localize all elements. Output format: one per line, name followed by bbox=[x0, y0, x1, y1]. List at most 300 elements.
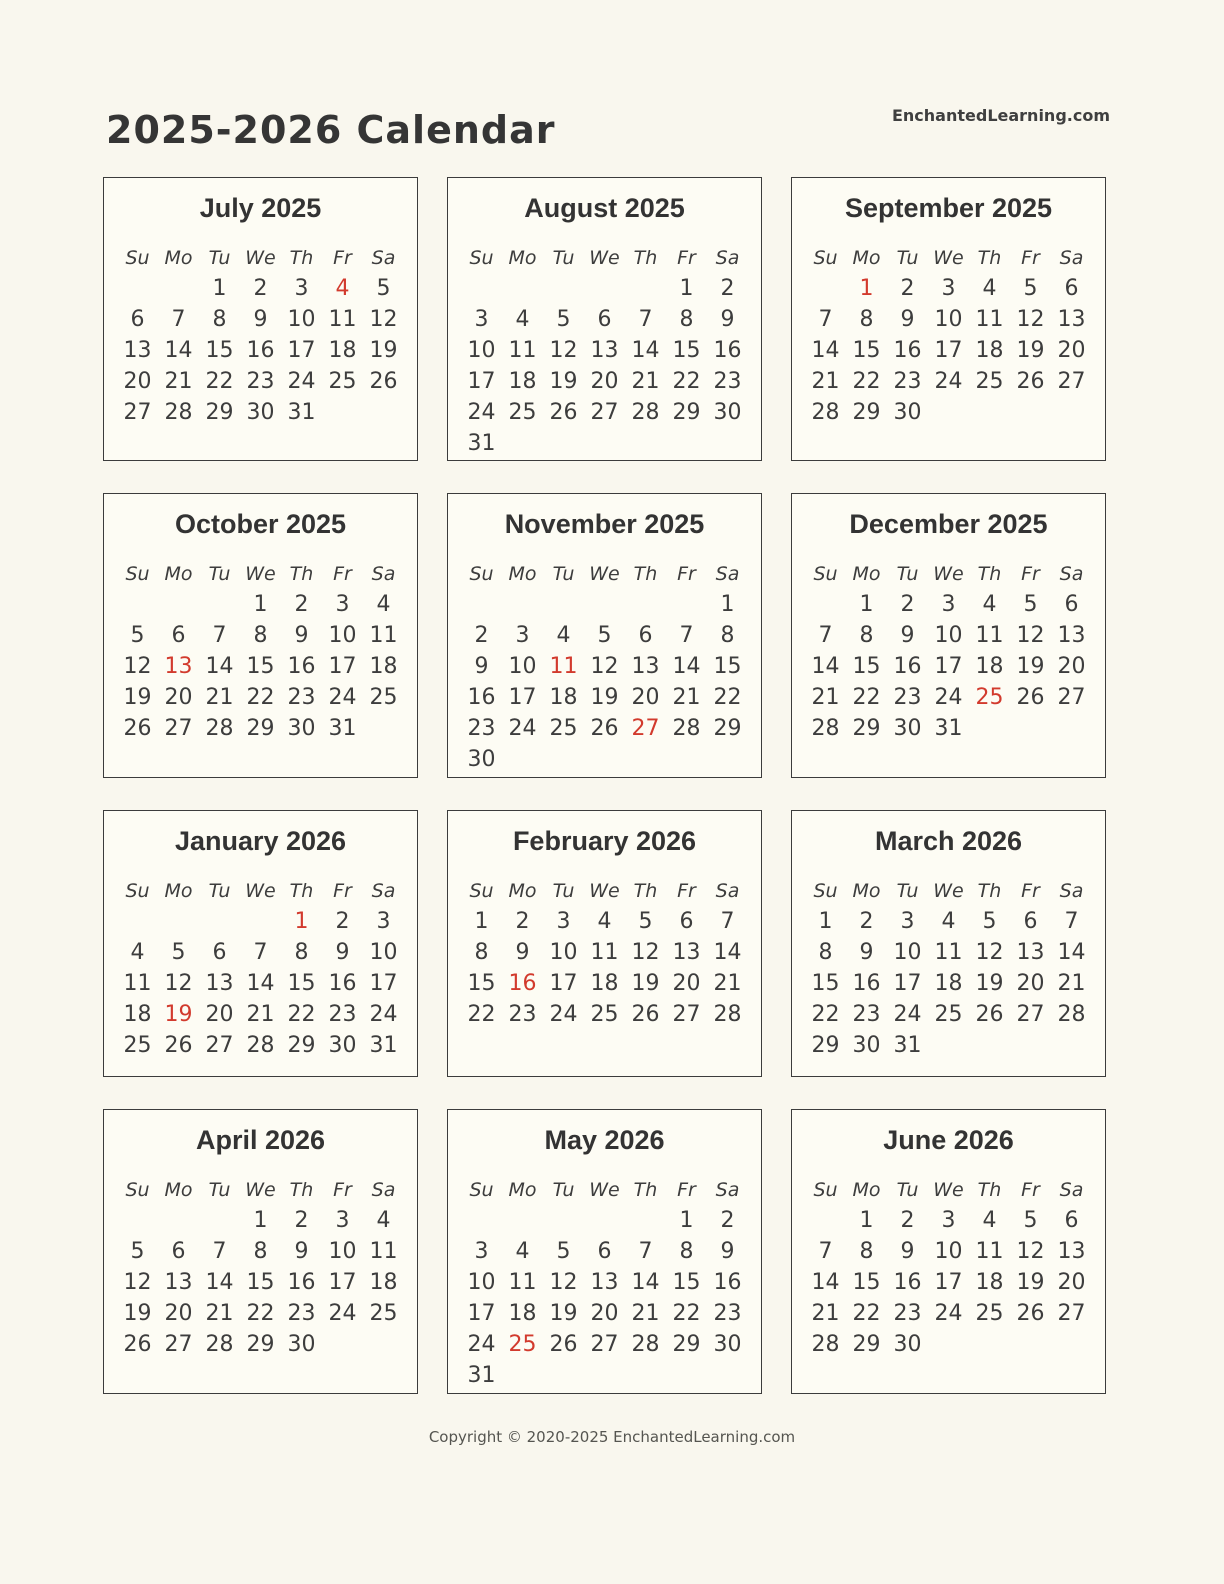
date-cell: 20 bbox=[631, 685, 660, 710]
date-cell: 22 bbox=[205, 369, 234, 394]
date-cell: 3 bbox=[474, 1239, 489, 1264]
date-cell: 27 bbox=[672, 1002, 701, 1027]
date-cell: 15 bbox=[852, 654, 881, 679]
date-cell: 22 bbox=[852, 685, 881, 710]
weekday-label: Mo bbox=[508, 247, 537, 269]
weekday-label: Th bbox=[977, 247, 1002, 269]
weekday-label: Mo bbox=[508, 1179, 537, 1201]
date-cell: 30 bbox=[713, 400, 742, 425]
date-cell: 29 bbox=[713, 716, 742, 741]
date-cell: 23 bbox=[508, 1002, 537, 1027]
date-cell: 10 bbox=[287, 307, 316, 332]
date-cell: 23 bbox=[287, 685, 316, 710]
date-cell: 14 bbox=[672, 654, 701, 679]
date-cell: 21 bbox=[246, 1002, 275, 1027]
date-cell: 27 bbox=[164, 716, 193, 741]
date-cell: 10 bbox=[934, 1239, 963, 1264]
date-cell: 4 bbox=[556, 623, 571, 648]
month-title: September 2025 bbox=[844, 193, 1053, 223]
date-cell: 11 bbox=[508, 1270, 537, 1295]
empty-cell bbox=[117, 1205, 158, 1236]
date-cell: 21 bbox=[1057, 971, 1086, 996]
date-cell: 18 bbox=[975, 654, 1004, 679]
date-cell: 16 bbox=[287, 1270, 316, 1295]
date-cell: 22 bbox=[246, 1301, 275, 1326]
empty-cell bbox=[240, 906, 281, 937]
month-dates bbox=[448, 1205, 761, 1391]
date-cell: 25 bbox=[975, 369, 1004, 394]
date-cell: 8 bbox=[294, 940, 309, 965]
date-cell: 8 bbox=[859, 623, 874, 648]
weekday-label: Mo bbox=[852, 1179, 881, 1201]
date-cell: 1 bbox=[818, 909, 833, 934]
date-cell: 6 bbox=[1064, 592, 1079, 617]
weekday-label: Fr bbox=[333, 563, 352, 585]
empty-cell bbox=[584, 589, 625, 620]
empty-cell bbox=[805, 273, 846, 304]
weekday-label: Mo bbox=[164, 563, 193, 585]
weekday-label: Th bbox=[633, 1179, 658, 1201]
date-cell: 20 bbox=[1016, 971, 1045, 996]
date-cell: 17 bbox=[369, 971, 398, 996]
date-cell: 9 bbox=[720, 307, 735, 332]
date-cell: 11 bbox=[590, 940, 619, 965]
empty-cell bbox=[666, 589, 707, 620]
date-cell: 28 bbox=[811, 716, 840, 741]
date-cell: 4 bbox=[941, 909, 956, 934]
date-cell: 28 bbox=[205, 1332, 234, 1357]
date-cell: 16 bbox=[893, 654, 922, 679]
month-title: May 2026 bbox=[544, 1125, 665, 1155]
month-title: March 2026 bbox=[874, 826, 1023, 856]
weekday-label: Su bbox=[813, 1179, 838, 1201]
month-card bbox=[103, 493, 418, 778]
date-cell: 26 bbox=[123, 1332, 152, 1357]
empty-cell bbox=[158, 273, 199, 304]
site-name: EnchantedLearning.com bbox=[891, 106, 1110, 125]
date-cell: 1 bbox=[859, 592, 874, 617]
date-cell: 28 bbox=[205, 716, 234, 741]
date-cell: 8 bbox=[859, 307, 874, 332]
weekday-label: Sa bbox=[371, 880, 396, 902]
date-cell: 16 bbox=[893, 1270, 922, 1295]
date-cell: 19 bbox=[369, 338, 398, 363]
date-cell: 26 bbox=[1016, 369, 1045, 394]
date-cell: 5 bbox=[556, 307, 571, 332]
weekday-label: Tu bbox=[896, 880, 919, 902]
empty-cell bbox=[805, 589, 846, 620]
date-cell: 12 bbox=[1016, 1239, 1045, 1264]
date-cell: 27 bbox=[1016, 1002, 1045, 1027]
date-cell: 20 bbox=[1057, 654, 1086, 679]
empty-cell bbox=[117, 273, 158, 304]
date-cell: 21 bbox=[631, 369, 660, 394]
weekday-label: Su bbox=[469, 880, 494, 902]
date-cell: 19 bbox=[1016, 338, 1045, 363]
date-cell: 29 bbox=[287, 1033, 316, 1058]
date-cell: 14 bbox=[811, 654, 840, 679]
date-cell: 10 bbox=[549, 940, 578, 965]
month-card bbox=[791, 493, 1106, 778]
weekday-label: Sa bbox=[1059, 1179, 1084, 1201]
date-cell: 6 bbox=[597, 1239, 612, 1264]
weekday-label: Tu bbox=[552, 1179, 575, 1201]
weekday-label: Tu bbox=[552, 880, 575, 902]
date-cell: 19 bbox=[1016, 1270, 1045, 1295]
date-cell: 5 bbox=[556, 1239, 571, 1264]
date-cell: 8 bbox=[818, 940, 833, 965]
weekday-label: Fr bbox=[1021, 247, 1040, 269]
date-cell: 23 bbox=[713, 369, 742, 394]
date-cell: 30 bbox=[287, 716, 316, 741]
weekday-label: Fr bbox=[1021, 1179, 1040, 1201]
date-cell: 4 bbox=[982, 276, 997, 301]
weekday-label: We bbox=[933, 1179, 964, 1201]
date-cell: 31 bbox=[893, 1033, 922, 1058]
date-cell: 23 bbox=[893, 369, 922, 394]
weekday-header-row bbox=[448, 878, 761, 904]
date-cell: 21 bbox=[811, 685, 840, 710]
month-card bbox=[447, 810, 762, 1077]
date-cell: 6 bbox=[679, 909, 694, 934]
month-dates bbox=[104, 589, 417, 744]
date-cell: 8 bbox=[679, 307, 694, 332]
month-title: July 2025 bbox=[199, 193, 322, 223]
weekday-label: Su bbox=[813, 247, 838, 269]
date-cell: 20 bbox=[590, 1301, 619, 1326]
date-cell: 5 bbox=[1023, 276, 1038, 301]
date-cell: 20 bbox=[1057, 338, 1086, 363]
date-cell: 18 bbox=[975, 1270, 1004, 1295]
date-cell: 10 bbox=[934, 307, 963, 332]
date-cell: 23 bbox=[246, 369, 275, 394]
weekday-label: We bbox=[589, 563, 620, 585]
month-dates bbox=[104, 906, 417, 1061]
date-cell: 1 bbox=[859, 1208, 874, 1233]
date-cell: 14 bbox=[631, 1270, 660, 1295]
date-cell: 29 bbox=[246, 716, 275, 741]
date-cell: 4 bbox=[515, 1239, 530, 1264]
weekday-label: Fr bbox=[1021, 880, 1040, 902]
date-cell: 27 bbox=[1057, 685, 1086, 710]
date-cell: 24 bbox=[369, 1002, 398, 1027]
date-cell: 2 bbox=[720, 1208, 735, 1233]
date-cell: 15 bbox=[713, 654, 742, 679]
date-cell: 16 bbox=[328, 971, 357, 996]
date-cell: 19 bbox=[590, 685, 619, 710]
date-cell: 22 bbox=[287, 1002, 316, 1027]
date-cell: 18 bbox=[328, 338, 357, 363]
weekday-label: Tu bbox=[896, 247, 919, 269]
date-cell: 22 bbox=[811, 1002, 840, 1027]
empty-cell bbox=[543, 273, 584, 304]
date-cell: 20 bbox=[164, 685, 193, 710]
date-cell: 15 bbox=[852, 1270, 881, 1295]
date-cell: 1 bbox=[720, 592, 735, 617]
date-cell: 9 bbox=[335, 940, 350, 965]
date-cell: 11 bbox=[975, 1239, 1004, 1264]
date-cell: 14 bbox=[713, 940, 742, 965]
date-cell: 22 bbox=[852, 369, 881, 394]
weekday-label: Fr bbox=[677, 880, 696, 902]
weekday-label: Sa bbox=[715, 563, 740, 585]
date-cell: 12 bbox=[975, 940, 1004, 965]
month-dates bbox=[792, 273, 1105, 428]
empty-cell bbox=[625, 1205, 666, 1236]
empty-cell bbox=[461, 273, 502, 304]
date-cell: 17 bbox=[467, 1301, 496, 1326]
date-cell: 4 bbox=[982, 592, 997, 617]
date-cell: 28 bbox=[713, 1002, 742, 1027]
date-cell: 25 bbox=[934, 1002, 963, 1027]
weekday-label: Su bbox=[125, 880, 150, 902]
date-cell: 31 bbox=[467, 431, 496, 456]
date-cell: 5 bbox=[130, 623, 145, 648]
date-cell-holiday: 11 bbox=[549, 654, 578, 679]
weekday-label: Fr bbox=[677, 247, 696, 269]
weekday-label: Sa bbox=[371, 1179, 396, 1201]
weekday-label: Su bbox=[125, 247, 150, 269]
weekday-label: Sa bbox=[715, 1179, 740, 1201]
weekday-label: Tu bbox=[552, 247, 575, 269]
weekday-header-row bbox=[792, 1177, 1105, 1203]
date-cell: 12 bbox=[369, 307, 398, 332]
date-cell: 13 bbox=[1057, 307, 1086, 332]
date-cell: 8 bbox=[253, 623, 268, 648]
date-cell: 15 bbox=[672, 1270, 701, 1295]
footer-copyright: Copyright © 2020-2025 EnchantedLearning.com bbox=[428, 1428, 796, 1446]
date-cell: 11 bbox=[975, 623, 1004, 648]
weekday-header-row bbox=[792, 561, 1105, 587]
weekday-label: Tu bbox=[552, 563, 575, 585]
date-cell: 24 bbox=[934, 685, 963, 710]
date-cell: 30 bbox=[287, 1332, 316, 1357]
date-cell-holiday: 16 bbox=[508, 971, 537, 996]
date-cell: 10 bbox=[508, 654, 537, 679]
date-cell: 22 bbox=[852, 1301, 881, 1326]
date-cell: 3 bbox=[941, 592, 956, 617]
month-card bbox=[791, 810, 1106, 1077]
date-cell: 27 bbox=[123, 400, 152, 425]
date-cell: 15 bbox=[852, 338, 881, 363]
date-cell: 19 bbox=[123, 685, 152, 710]
date-cell: 23 bbox=[713, 1301, 742, 1326]
date-cell: 14 bbox=[1057, 940, 1086, 965]
date-cell: 27 bbox=[590, 1332, 619, 1357]
date-cell: 6 bbox=[1064, 276, 1079, 301]
date-cell: 24 bbox=[287, 369, 316, 394]
date-cell-holiday: 27 bbox=[631, 716, 660, 741]
empty-cell bbox=[199, 906, 240, 937]
weekday-label: We bbox=[589, 247, 620, 269]
date-cell: 17 bbox=[934, 1270, 963, 1295]
date-cell: 28 bbox=[164, 400, 193, 425]
calendar-grid bbox=[103, 177, 1106, 1394]
date-cell: 26 bbox=[164, 1033, 193, 1058]
page-title: 2025-2026 Calendar bbox=[106, 108, 556, 152]
date-cell: 5 bbox=[376, 276, 391, 301]
date-cell-holiday: 25 bbox=[508, 1332, 537, 1357]
date-cell: 9 bbox=[474, 654, 489, 679]
weekday-label: Th bbox=[977, 880, 1002, 902]
date-cell: 5 bbox=[130, 1239, 145, 1264]
date-cell: 5 bbox=[638, 909, 653, 934]
date-cell: 28 bbox=[811, 1332, 840, 1357]
date-cell: 18 bbox=[975, 338, 1004, 363]
date-cell: 17 bbox=[287, 338, 316, 363]
date-cell: 24 bbox=[467, 1332, 496, 1357]
date-cell: 1 bbox=[253, 1208, 268, 1233]
date-cell: 16 bbox=[713, 338, 742, 363]
weekday-label: We bbox=[245, 880, 276, 902]
date-cell: 31 bbox=[328, 716, 357, 741]
weekday-label: We bbox=[245, 247, 276, 269]
date-cell: 21 bbox=[164, 369, 193, 394]
empty-cell bbox=[158, 906, 199, 937]
weekday-label: Sa bbox=[1059, 563, 1084, 585]
weekday-label: Fr bbox=[677, 1179, 696, 1201]
date-cell: 18 bbox=[934, 971, 963, 996]
empty-cell bbox=[543, 589, 584, 620]
date-cell: 16 bbox=[287, 654, 316, 679]
date-cell: 1 bbox=[474, 909, 489, 934]
date-cell: 6 bbox=[638, 623, 653, 648]
empty-cell bbox=[461, 589, 502, 620]
date-cell: 10 bbox=[328, 623, 357, 648]
date-cell: 8 bbox=[212, 307, 227, 332]
empty-cell bbox=[158, 1205, 199, 1236]
date-cell: 15 bbox=[205, 338, 234, 363]
date-cell: 4 bbox=[376, 1208, 391, 1233]
weekday-label: Su bbox=[469, 247, 494, 269]
month-dates bbox=[104, 1205, 417, 1360]
date-cell: 24 bbox=[508, 716, 537, 741]
date-cell: 2 bbox=[294, 1208, 309, 1233]
date-cell: 10 bbox=[467, 338, 496, 363]
date-cell: 8 bbox=[679, 1239, 694, 1264]
empty-cell bbox=[625, 589, 666, 620]
date-cell: 13 bbox=[631, 654, 660, 679]
date-cell: 6 bbox=[212, 940, 227, 965]
month-card bbox=[103, 1109, 418, 1394]
month-title: January 2026 bbox=[174, 826, 347, 856]
date-cell-holiday: 19 bbox=[164, 1002, 193, 1027]
empty-cell bbox=[502, 273, 543, 304]
date-cell: 3 bbox=[335, 1208, 350, 1233]
weekday-label: Fr bbox=[1021, 563, 1040, 585]
weekday-label: Tu bbox=[896, 1179, 919, 1201]
date-cell: 8 bbox=[474, 940, 489, 965]
date-cell: 9 bbox=[859, 940, 874, 965]
date-cell: 2 bbox=[515, 909, 530, 934]
date-cell: 23 bbox=[893, 1301, 922, 1326]
date-cell: 2 bbox=[253, 276, 268, 301]
date-cell: 18 bbox=[123, 1002, 152, 1027]
date-cell-holiday: 4 bbox=[335, 276, 350, 301]
weekday-label: Su bbox=[469, 563, 494, 585]
date-cell: 27 bbox=[1057, 369, 1086, 394]
month-dates bbox=[792, 906, 1105, 1061]
month-card bbox=[447, 1109, 762, 1394]
empty-cell bbox=[502, 1205, 543, 1236]
date-cell: 26 bbox=[549, 400, 578, 425]
date-cell: 3 bbox=[474, 307, 489, 332]
weekday-label: Fr bbox=[677, 563, 696, 585]
date-cell: 7 bbox=[212, 1239, 227, 1264]
weekday-label: Tu bbox=[208, 247, 231, 269]
weekday-label: We bbox=[245, 1179, 276, 1201]
weekday-label: Th bbox=[289, 247, 314, 269]
date-cell: 26 bbox=[123, 716, 152, 741]
date-cell-holiday: 1 bbox=[859, 276, 874, 301]
month-title: August 2025 bbox=[524, 193, 685, 223]
weekday-label: Th bbox=[289, 1179, 314, 1201]
month-card bbox=[447, 493, 762, 778]
month-card bbox=[791, 1109, 1106, 1394]
date-cell: 29 bbox=[811, 1033, 840, 1058]
date-cell: 7 bbox=[818, 623, 833, 648]
date-cell: 25 bbox=[508, 400, 537, 425]
empty-cell bbox=[805, 1205, 846, 1236]
weekday-label: Sa bbox=[715, 247, 740, 269]
weekday-label: Sa bbox=[371, 247, 396, 269]
date-cell: 25 bbox=[549, 716, 578, 741]
weekday-label: Sa bbox=[715, 880, 740, 902]
date-cell: 18 bbox=[590, 971, 619, 996]
date-cell: 24 bbox=[934, 1301, 963, 1326]
date-cell: 17 bbox=[508, 685, 537, 710]
date-cell: 14 bbox=[811, 1270, 840, 1295]
date-cell: 18 bbox=[549, 685, 578, 710]
date-cell: 30 bbox=[713, 1332, 742, 1357]
weekday-label: Th bbox=[977, 563, 1002, 585]
empty-cell bbox=[117, 589, 158, 620]
date-cell-holiday: 13 bbox=[164, 654, 193, 679]
date-cell: 15 bbox=[246, 654, 275, 679]
date-cell: 30 bbox=[328, 1033, 357, 1058]
date-cell: 19 bbox=[549, 1301, 578, 1326]
date-cell: 2 bbox=[474, 623, 489, 648]
date-cell: 22 bbox=[713, 685, 742, 710]
date-cell: 9 bbox=[900, 1239, 915, 1264]
date-cell: 27 bbox=[590, 400, 619, 425]
date-cell: 12 bbox=[549, 1270, 578, 1295]
date-cell: 4 bbox=[515, 307, 530, 332]
date-cell: 3 bbox=[376, 909, 391, 934]
date-cell: 13 bbox=[1057, 1239, 1086, 1264]
date-cell: 17 bbox=[328, 654, 357, 679]
date-cell: 16 bbox=[713, 1270, 742, 1295]
date-cell: 6 bbox=[1023, 909, 1038, 934]
date-cell: 22 bbox=[467, 1002, 496, 1027]
date-cell: 30 bbox=[893, 716, 922, 741]
date-cell: 23 bbox=[467, 716, 496, 741]
date-cell-holiday: 1 bbox=[294, 909, 309, 934]
weekday-header-row bbox=[104, 1177, 417, 1203]
empty-cell bbox=[502, 589, 543, 620]
date-cell: 19 bbox=[1016, 654, 1045, 679]
weekday-header-row bbox=[104, 561, 417, 587]
date-cell: 2 bbox=[720, 276, 735, 301]
date-cell: 24 bbox=[328, 685, 357, 710]
date-cell: 6 bbox=[597, 307, 612, 332]
date-cell: 10 bbox=[369, 940, 398, 965]
date-cell: 16 bbox=[893, 338, 922, 363]
empty-cell bbox=[199, 589, 240, 620]
date-cell: 13 bbox=[123, 338, 152, 363]
date-cell: 13 bbox=[205, 971, 234, 996]
date-cell: 1 bbox=[253, 592, 268, 617]
